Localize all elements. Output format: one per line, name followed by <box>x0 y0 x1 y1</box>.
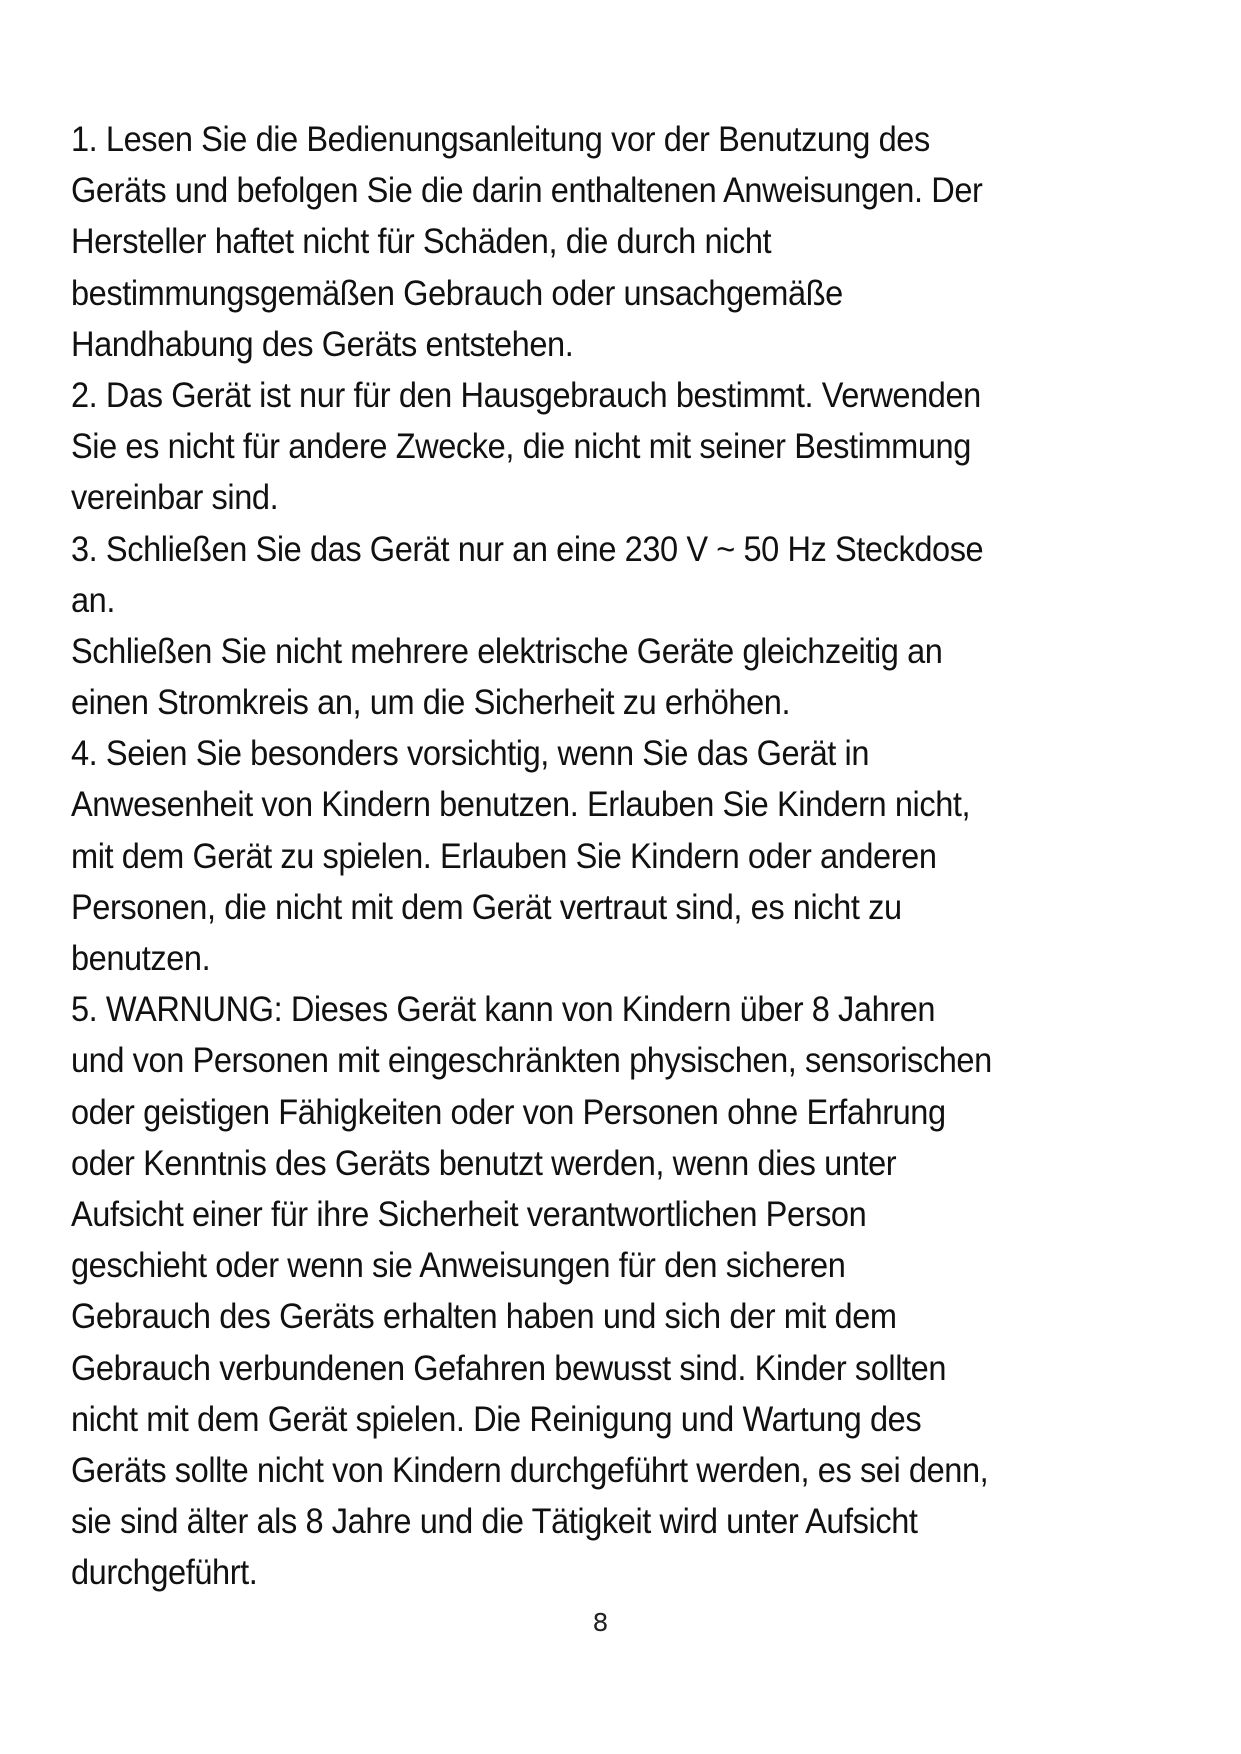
text-line: Personen, die nicht mit dem Gerät vertraut sind, es nicht zu <box>71 887 902 927</box>
text-line: bestimmungsgemäßen Gebrauch oder unsachgemäße <box>71 273 843 313</box>
text-line: 5. WARNUNG: Dieses Gerät kann von Kindern über 8 Jahren <box>71 990 936 1030</box>
text-line: benutzen. <box>71 939 211 978</box>
text-line: durchgeführt. <box>71 1553 258 1593</box>
page-number: 8 <box>592 1608 609 1637</box>
text-line: Sie es nicht für andere Zwecke, die nicht mit seiner Bestimmung <box>71 427 971 467</box>
text-line: Handhabung des Geräts entstehen. <box>71 324 574 364</box>
text-line: sie sind älter als 8 Jahre und die Tätigkeit wird unter Aufsicht <box>71 1502 918 1542</box>
text-line: Geräts sollte nicht von Kindern durchgeführt werden, es sei denn, <box>71 1450 989 1490</box>
text-line: nicht mit dem Gerät spielen. Die Reinigung und Wartung des <box>71 1399 922 1439</box>
text-line: Geräts und befolgen Sie die darin enthaltenen Anweisungen. Der <box>71 171 983 211</box>
text-line: 4. Seien Sie besonders vorsichtig, wenn Sie das Gerät in <box>71 734 870 774</box>
text-line: an. <box>71 580 116 620</box>
text-line: 3. Schließen Sie das Gerät nur an eine 230 V ~ 50 Hz Steckdose <box>71 529 984 569</box>
text-line: vereinbar sind. <box>71 478 279 518</box>
text-line: Gebrauch verbundenen Gefahren bewusst sind. Kinder sollten <box>71 1348 947 1388</box>
instruction-text <box>71 114 1113 1598</box>
text-line: mit dem Gerät zu spielen. Erlauben Sie Kindern oder anderen <box>71 836 937 876</box>
text-line: und von Personen mit eingeschränkten physischen, sensorischen <box>71 1041 992 1081</box>
text-line: 2. Das Gerät ist nur für den Hausgebrauch bestimmt. Verwenden <box>71 375 981 415</box>
text-line: Gebrauch des Geräts erhalten haben und sich der mit dem <box>71 1297 897 1337</box>
text-line: Anwesenheit von Kindern benutzen. Erlauben Sie Kindern nicht, <box>71 785 971 825</box>
text-line: geschieht oder wenn sie Anweisungen für den sicheren <box>71 1246 846 1286</box>
text-line: einen Stromkreis an, um die Sicherheit zu erhöhen. <box>71 683 791 723</box>
text-line: Hersteller haftet nicht für Schäden, die durch nicht <box>71 222 772 262</box>
text-line: 1. Lesen Sie die Bedienungsanleitung vor der Benutzung des <box>71 120 930 159</box>
text-line: oder Kenntnis des Geräts benutzt werden, wenn dies unter <box>71 1143 897 1183</box>
text-line: oder geistigen Fähigkeiten oder von Personen ohne Erfahrung <box>71 1092 946 1132</box>
text-line: Schließen Sie nicht mehrere elektrische Geräte gleichzeitig an <box>71 631 943 671</box>
text-line: Aufsicht einer für ihre Sicherheit verantwortlichen Person <box>71 1194 867 1234</box>
